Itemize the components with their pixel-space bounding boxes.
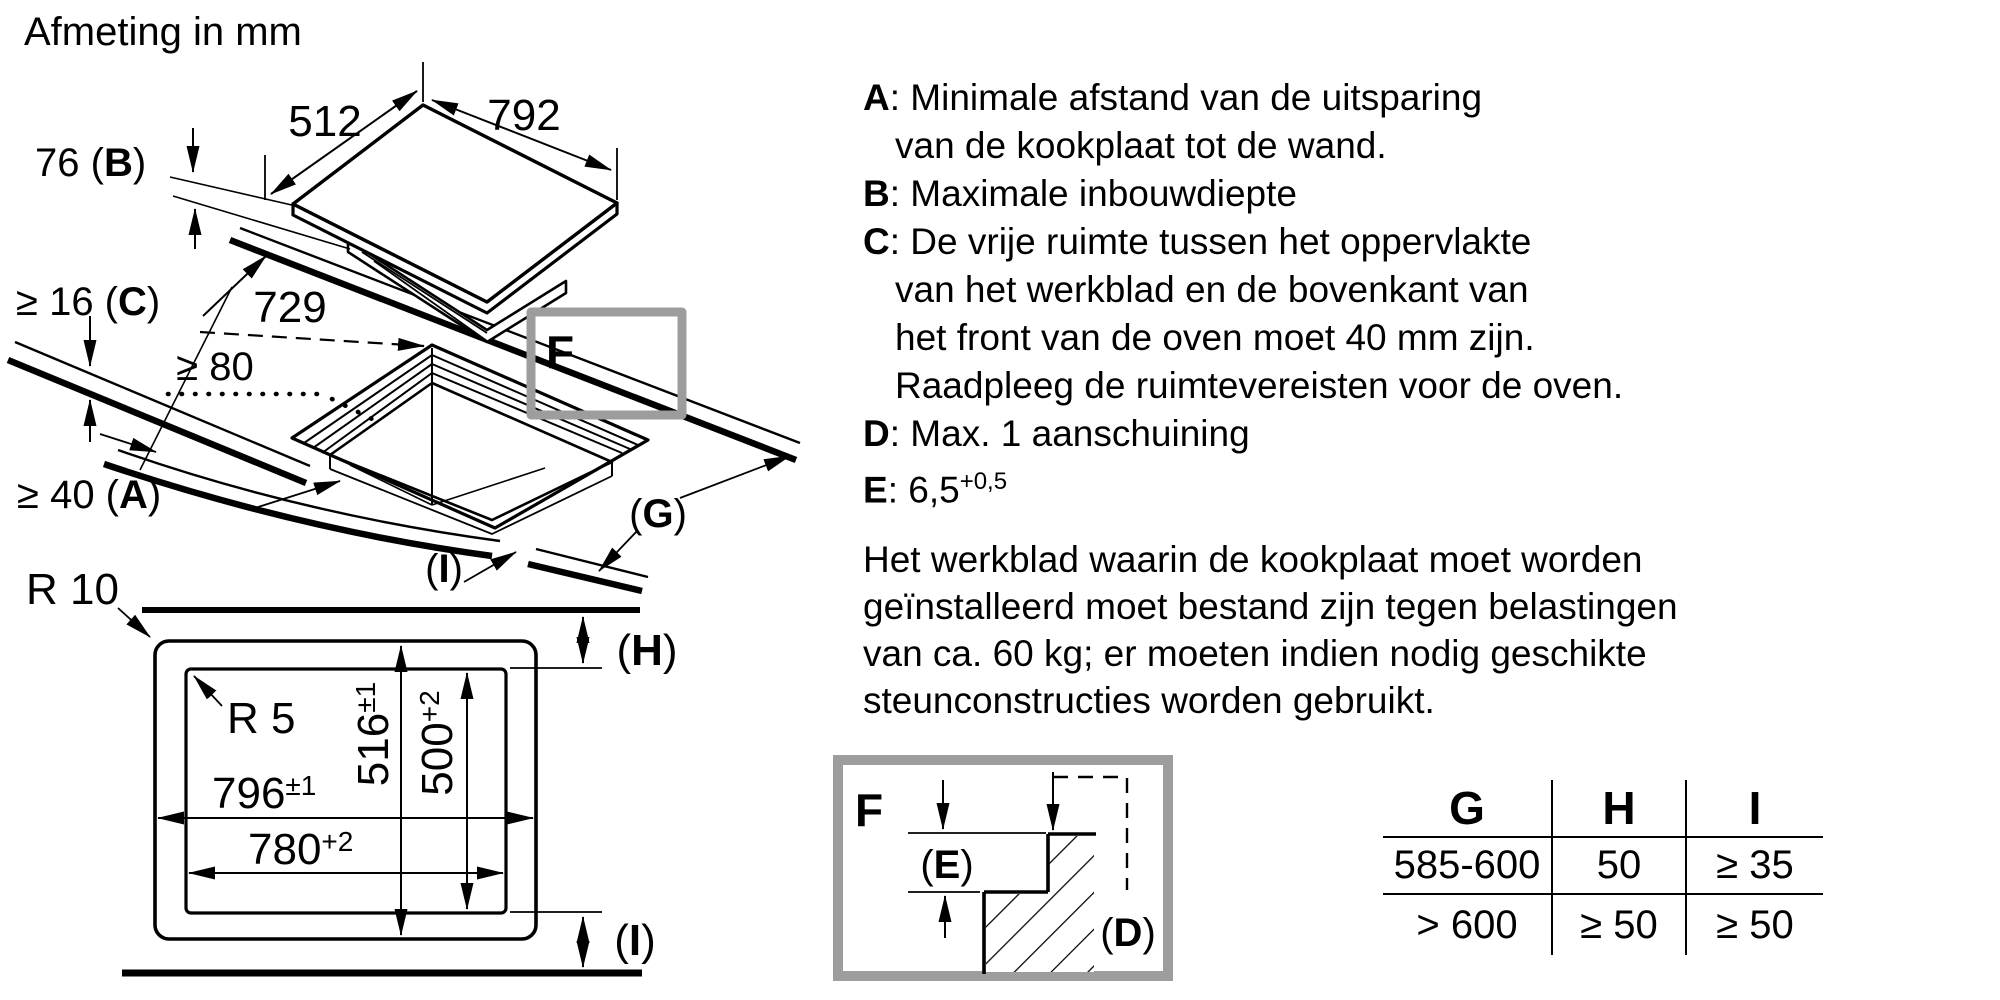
legend	[863, 74, 1623, 514]
legend-line: B: Maximale inbouwdiepte	[863, 173, 1297, 214]
table-cell-g2: > 600	[1383, 895, 1553, 955]
legend-line: van het werkblad en de bovenkant van	[895, 269, 1529, 310]
table-cell-g1: 585-600	[1383, 838, 1553, 895]
dim-16-c	[16, 280, 160, 442]
dim-g	[599, 456, 790, 571]
legend-line: Raadpleeg de ruimtevereisten voor de oven.	[895, 365, 1624, 406]
isometric-installation-diagram	[8, 62, 800, 591]
dim-d-label: (D)	[1100, 911, 1156, 955]
dim-g-label: (G)	[629, 492, 687, 536]
legend-line: D: Max. 1 aanschuining	[863, 413, 1250, 454]
dim-796-label: $796^{\pm 1}$	[212, 769, 317, 818]
dim-512-label: 512	[288, 97, 362, 146]
legend-line: A: Minimale afstand van de uitsparing	[863, 77, 1483, 118]
page-title: Afmeting in mm	[24, 10, 302, 54]
worktop-cutout	[292, 345, 648, 534]
r10-label: R 10	[26, 565, 119, 614]
table-header-g: G	[1383, 780, 1553, 838]
dim-780-label: $780^{+2}$	[248, 825, 354, 874]
f-highlight-label: F	[546, 326, 575, 378]
note-line: van ca. 60 kg; er moeten indien nodig geschikte	[863, 633, 1647, 674]
table-cell-h1: 50	[1553, 838, 1687, 895]
cutout-plan-diagram	[26, 565, 678, 973]
dim-729-label: 729	[253, 283, 327, 332]
table-header-h: H	[1553, 780, 1687, 838]
legend-line: van de kookplaat tot de wand.	[895, 125, 1387, 166]
note-line: geïnstalleerd moet bestand zijn tegen belastingen	[863, 586, 1678, 627]
dim-792-label: 792	[487, 91, 561, 140]
dim-500-label: $500^{+2}$	[413, 690, 462, 796]
dim-516-label: $516^{\pm 1}$	[349, 681, 398, 787]
legend-line: C: De vrije ruimte tussen het oppervlakte	[863, 221, 1532, 262]
dim-h-label: (H)	[616, 626, 678, 675]
table-cell-h2: ≥ 50	[1553, 895, 1687, 955]
table-cell-i2: ≥ 50	[1716, 902, 1794, 947]
dim-e-label: (E)	[920, 843, 974, 887]
legend-line: het front van de oven moet 40 mm zijn.	[895, 317, 1535, 358]
dim-i-plan-label: (I)	[614, 916, 656, 965]
dim-b-label: 76 (B)	[35, 141, 147, 185]
note-paragraph	[863, 536, 1678, 724]
dim-76-b	[35, 128, 350, 249]
f-detail-label: F	[855, 784, 884, 836]
ghi-table	[1383, 780, 1823, 955]
dim-80-label: ≥ 80	[176, 345, 254, 389]
legend-line: E: $6,5^{+0,5}$	[863, 468, 1008, 511]
dim-c-label: ≥ 16 (C)	[16, 280, 161, 324]
f-detail-diagram	[838, 760, 1168, 976]
dim-i-iso-label: (I)	[425, 547, 463, 591]
note-line: steunconstructies worden gebruikt.	[863, 680, 1435, 721]
note-line: Het werkblad waarin de kookplaat moet worden	[863, 539, 1643, 580]
r5-label: R 5	[227, 694, 296, 743]
table-header-i: I	[1687, 780, 1823, 838]
dim-a-label: ≥ 40 (A)	[17, 473, 162, 517]
table-cell-i1: ≥ 35	[1687, 838, 1823, 895]
